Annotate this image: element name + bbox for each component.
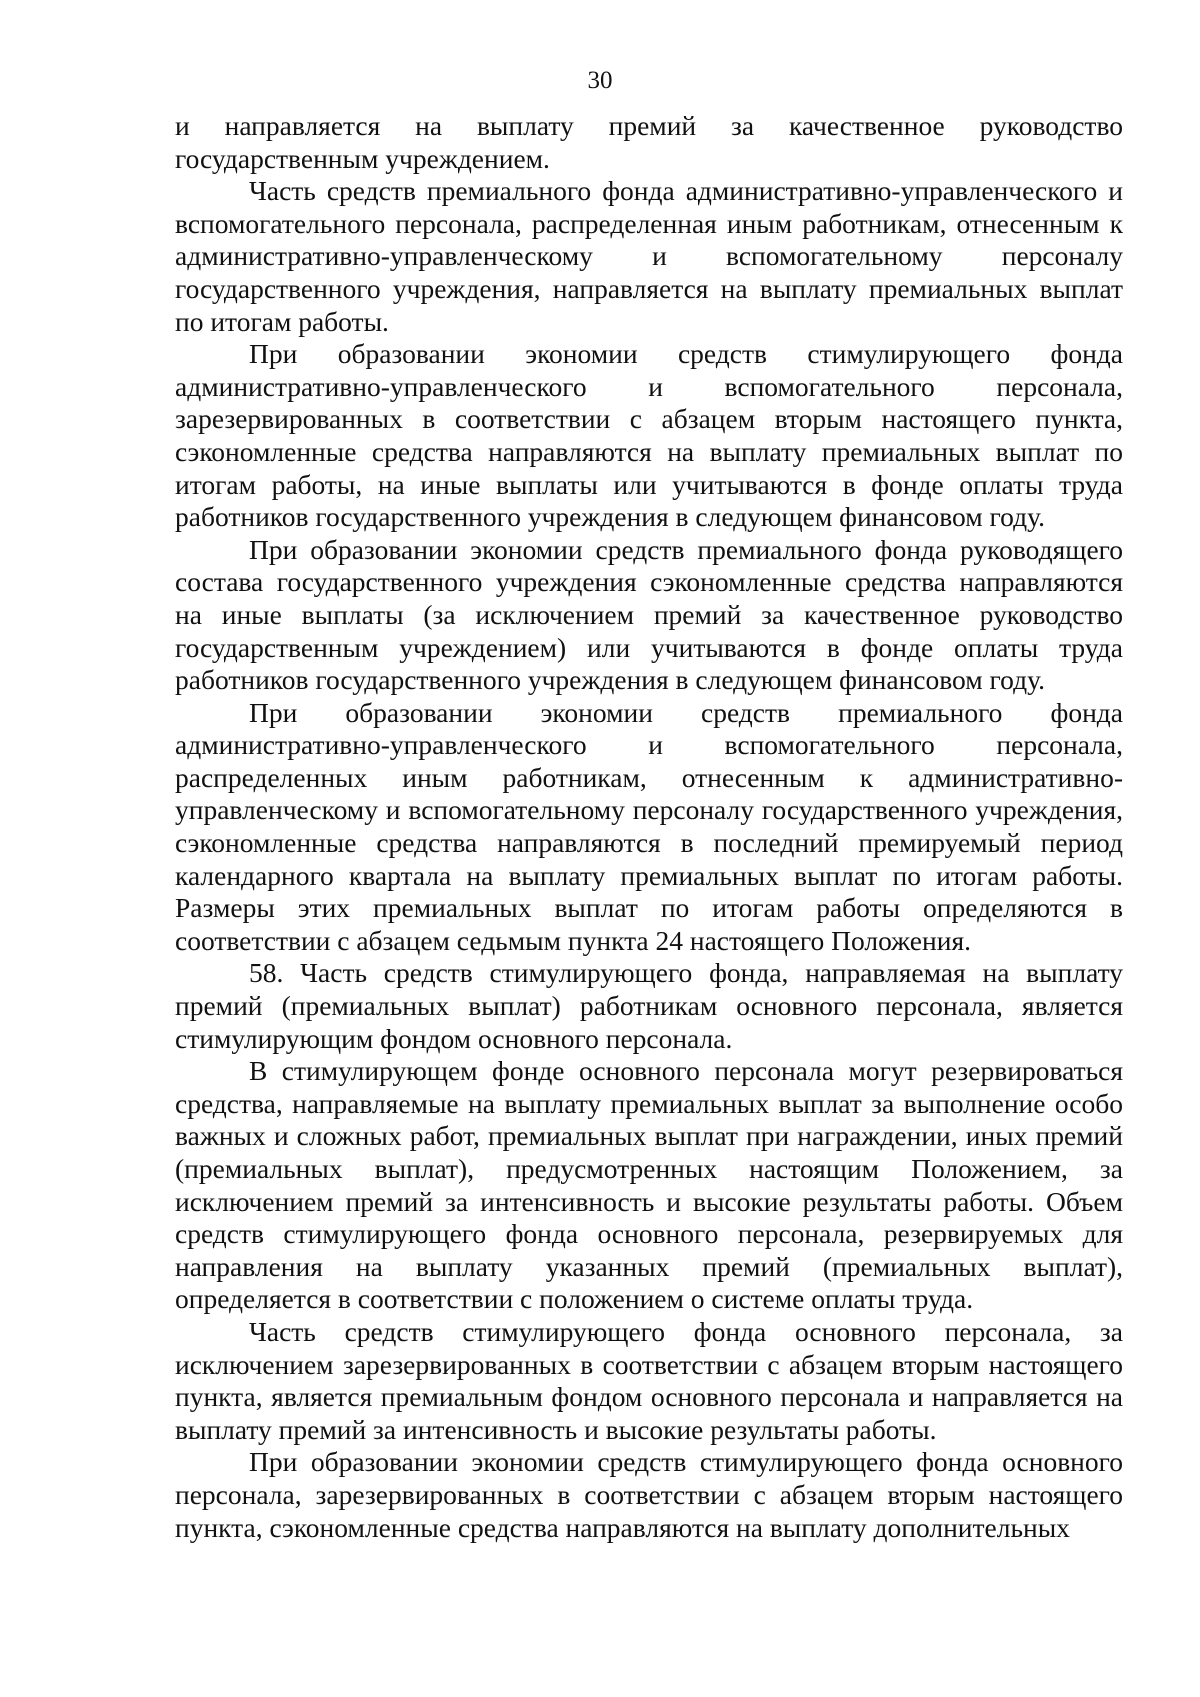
paragraph: При образовании экономии средств премиального фонда руководящего состава государственного учреждения сэкономленные средства направляются на иные выплаты (за исключением премий за качественное руководство государственным учреждением) или учитываются в фонде оплаты труда работников государственного учреждения в следующем финансовом году.: [175, 533, 1123, 696]
document-body: [175, 110, 1123, 1544]
paragraph: При образовании экономии средств премиального фонда административно-управленческого и вспомогательного персонала, распределенных иным работникам, отнесенным к административно-управленческому и вспомогательному персоналу государственного учреждения, сэкономленные средства направляются в последний премируемый период календарного квартала на выплату премиальных выплат по итогам работы. Размеры этих премиальных выплат по итогам работы определяются в соответствии с абзацем седьмым пункта 24 настоящего Положения.: [175, 696, 1123, 956]
page-number: 30: [587, 67, 613, 94]
paragraph: При образовании экономии средств стимулирующего фонда административно-управленческого и вспомогательного персонала, зарезервированных в соответствии с абзацем вторым настоящего пункта, сэкономленные средства направляются на выплату премиальных выплат по итогам работы, на иные выплаты или учитываются в фонде оплаты труда работников государственного учреждения в следующем финансовом году.: [175, 338, 1123, 533]
paragraph: Часть средств стимулирующего фонда основного персонала, за исключением зарезервированных в соответствии с абзацем вторым настоящего пункта, является премиальным фондом основного персонала и направляется на выплату премий за интенсивность и высокие результаты работы.: [175, 1315, 1123, 1445]
paragraph: При образовании экономии средств стимулирующего фонда основного персонала, зарезервированных в соответствии с абзацем вторым настоящего пункта, сэкономленные средства направляются на выплату дополнительных: [175, 1446, 1123, 1543]
paragraph-item-58: 58. Часть средств стимулирующего фонда, направляемая на выплату премий (премиальных выплат) работникам основного персонала, является стимулирующим фондом основного персонала.: [175, 957, 1123, 1054]
paragraph: Часть средств премиального фонда административно-управленческого и вспомогательного персонала, распределенная иным работникам, отнесенным к административно-управленческому и вспомогательному персоналу государственного учреждения, направляется на выплату премиальных выплат по итогам работы.: [175, 175, 1123, 337]
paragraph: В стимулирующем фонде основного персонала могут резервироваться средства, направляемые на выплату премиальных выплат за выполнение особо важных и сложных работ, премиальных выплат при награждении, иных премий (премиальных выплат), предусмотренных настоящим Положением, за исключением премий за интенсивность и высокие результаты работы. Объем средств стимулирующего фонда основного персонала, резервируемых для направления на выплату указанных премий (премиальных выплат), определяется в соответствии с положением о системе оплаты труда.: [175, 1055, 1123, 1315]
paragraph-continuation: и направляется на выплату премий за качественное руководство государственным учреждением.: [175, 110, 1123, 174]
